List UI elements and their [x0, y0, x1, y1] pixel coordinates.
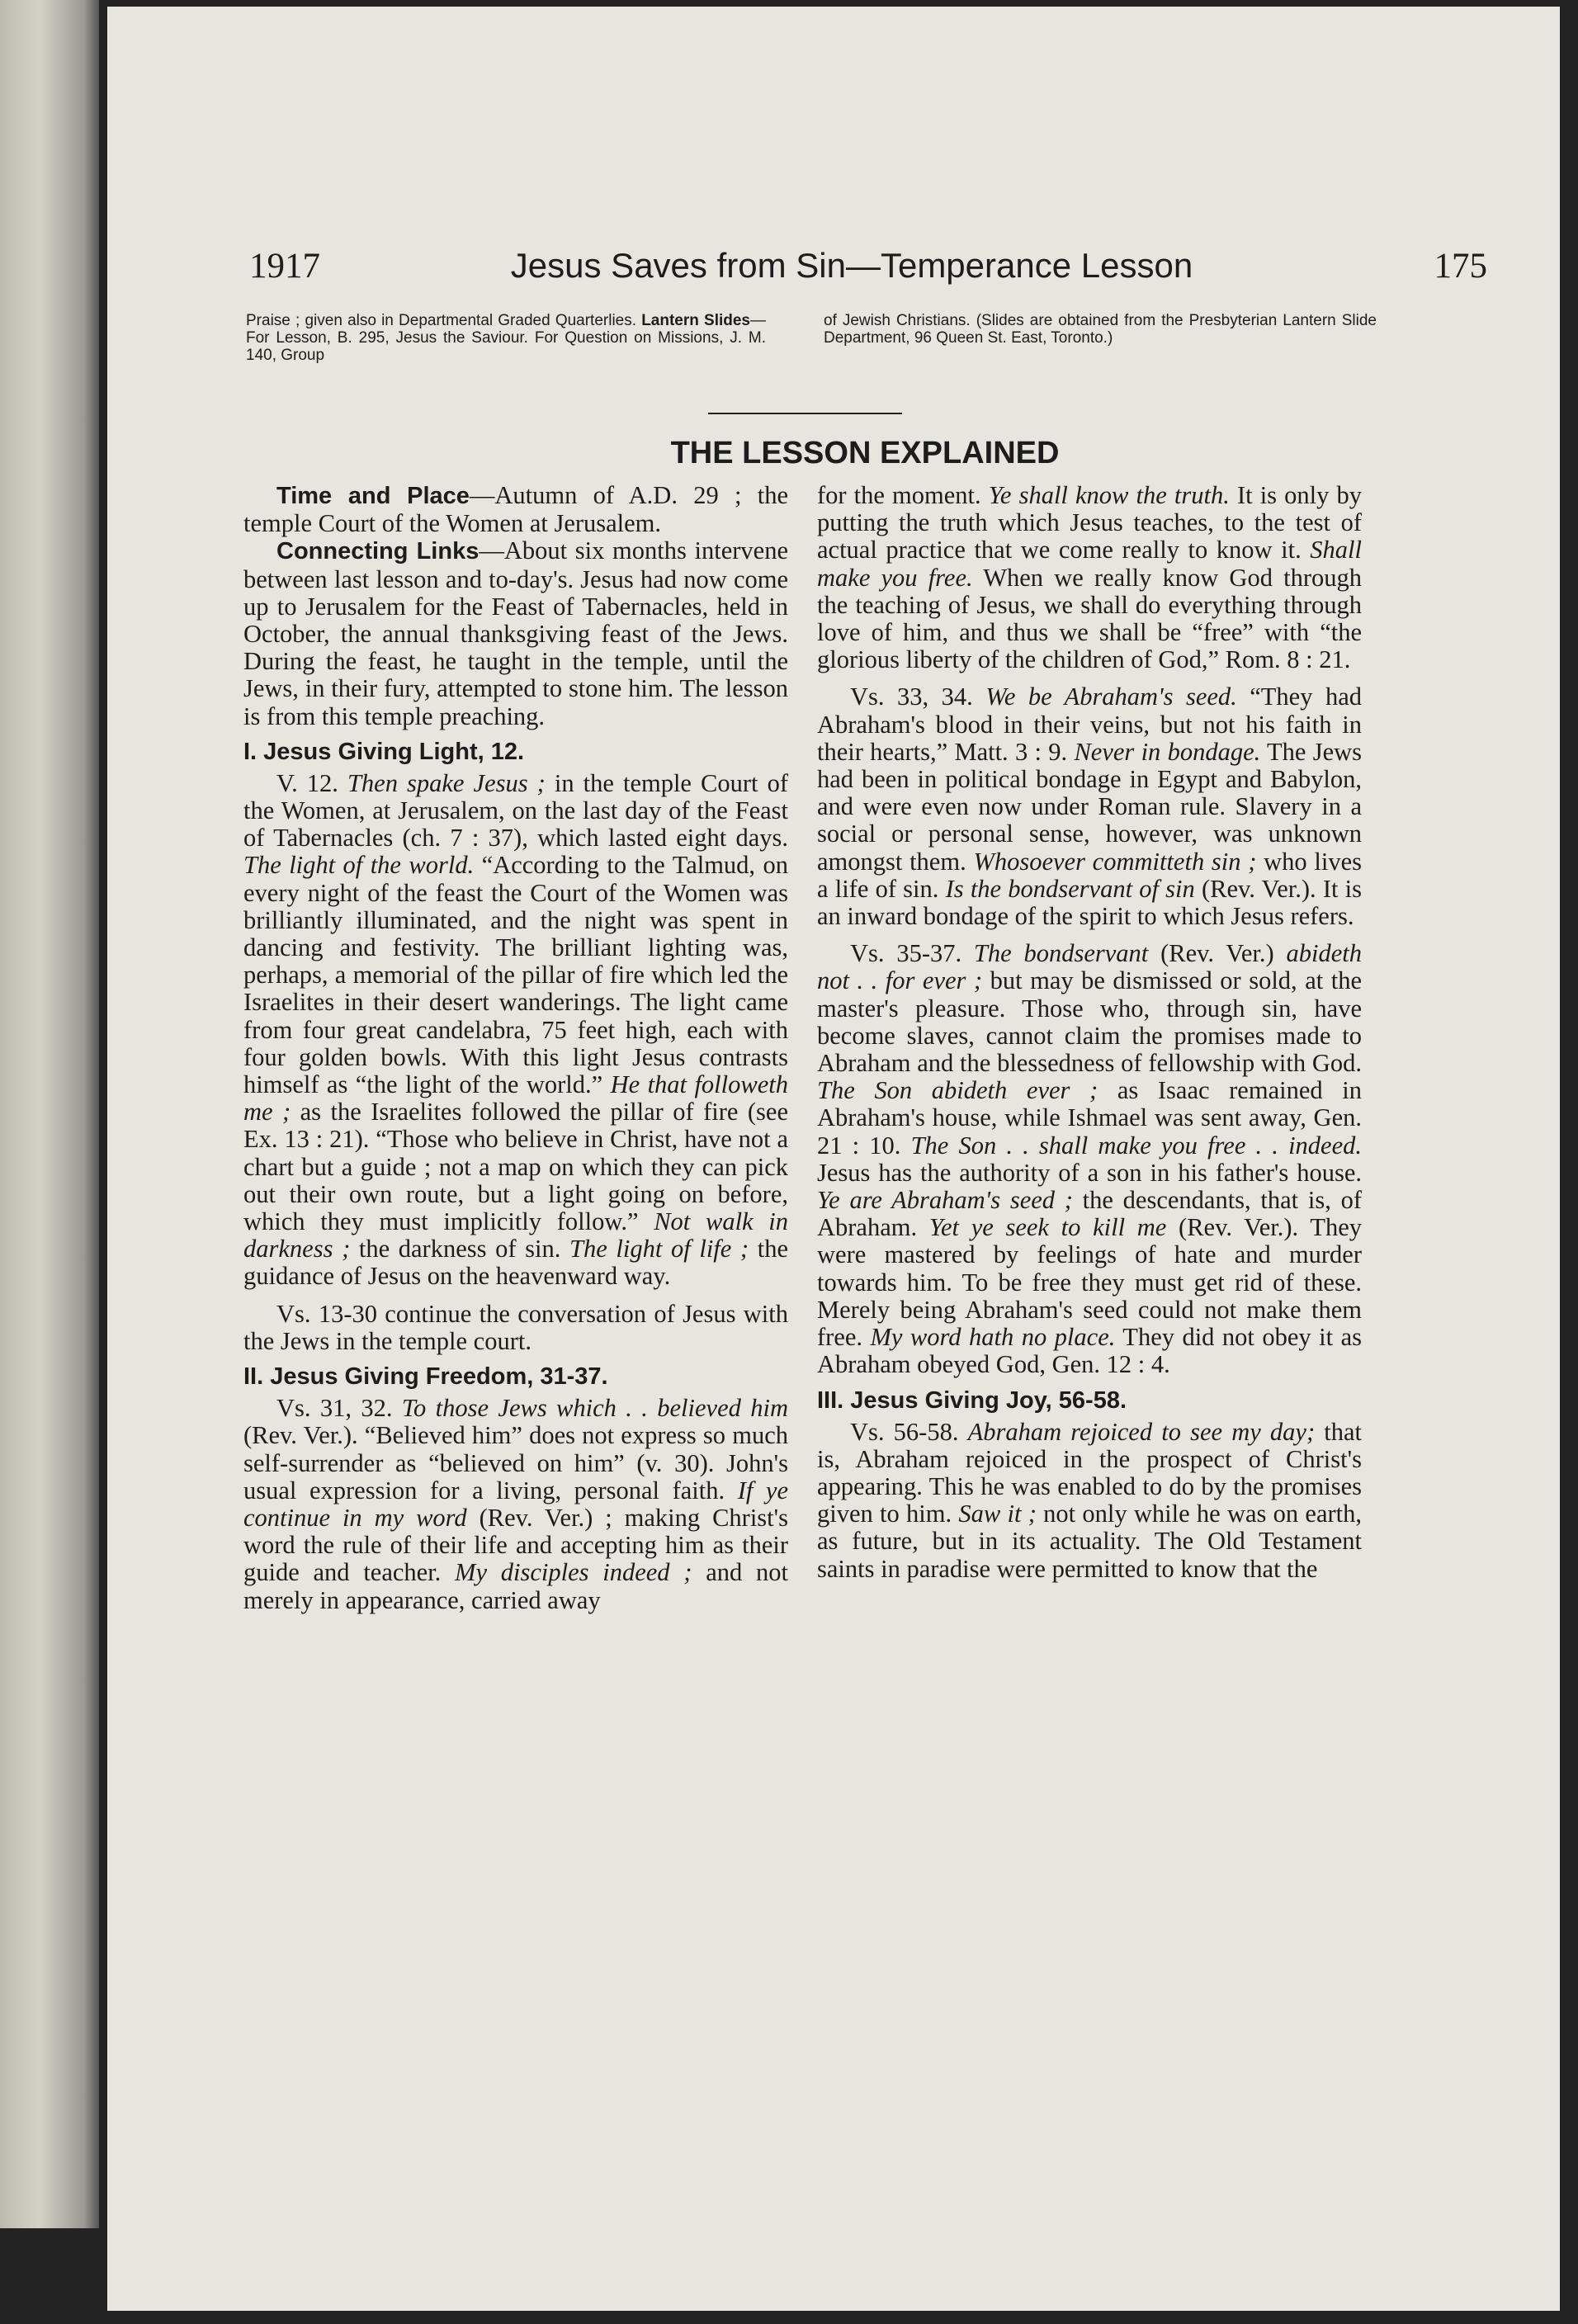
paragraph-vs33-34: Vs. 33, 34. We be Abraham's seed. “They had Abraham's blood in their veins, but not his faith in their hearts,” Matt. 3 : 9. Never in bondage. The Jews had been in political bondage in Egypt and Babylon, and were even now under Roman rule. Slavery in a social or personal sense, however, was unknown amongst them. Whosoever committeth sin ; who lives a life of sin. Is the bondservant of sin (Rev. Ver.). It is an inward bondage of the spirit to which Jesus refers.	[817, 683, 1363, 931]
paragraph-vs35-37: Vs. 35-37. The bondservant (Rev. Ver.) abideth not . . for ever ; but may be dismissed or sold, at the master's pleasure. Those who, through sin, have become slaves, cannot claim the promises made to Abraham and the blessedness of fellowship with God. The Son abideth ever ; as Isaac remained in Abraham's house, while Ishmael was sent away, Gen. 21 : 10. The Son . . shall make you free . . indeed. Jesus has the authority of a son in his father's house. Ye are Abraham's seed ; the descendants, that is, of Abraham. Yet ye seek to kill me (Rev. Ver.). They were mastered by feelings of hate and murder towards him. To be free they must get rid of these. Merely being Abraham's seed could not make them free. My word hath no place. They did not obey it as Abraham obeyed God, Gen. 12 : 4.	[817, 939, 1363, 1379]
paragraph-v12: V. 12. Then spake Jesus ; in the temple Court of the Women, at Jerusalem, on the last day of the Feast of Tabernacles (ch. 7 : 37), which lasted eight days. The light of the world. “According to the Talmud, on every night of the feast the Court of the Women was brilliantly illuminated, and the night was spent in dancing and festivity. The brilliant lighting was, perhaps, a memorial of the pillar of fire which led the Israelites in their desert wanderings. The light came from four great candelabra, 75 feet high, each with four golden bowls. With this light Jesus contrasts himself as “the light of the world.” He that followeth me ; as the Israelites followed the pillar of fire (see Ex. 13 : 21). “Those who believe in Christ, have not a chart but a guide ; not a map on which they can pick out their own route, but a light going on before, which they must implicitly follow.” Not walk in darkness ; the darkness of sin. The light of life ; the guidance of Jesus on the heavenward way.	[243, 768, 788, 1291]
notes-right: of Jewish Christians. (Slides are obtained from the Presbyterian Lantern Slide Department, 96 Queen St. East, Toronto.)	[824, 312, 1377, 347]
divider-rule	[708, 413, 902, 414]
time-and-place: Time and Place—Autumn of A.D. 29 ; the temple Court of the Women at Jerusalem.	[243, 481, 788, 538]
notes-lantern-text: —For Lesson, B. 295, Jesus the Saviour. For Question on Missions, J. M. 140, Group	[246, 312, 766, 364]
heading-jesus-giving-joy: III. Jesus Giving Joy, 56-58.	[817, 1386, 1127, 1414]
notes-left	[246, 312, 766, 364]
paragraph-vs31-32: Vs. 31, 32. To those Jews which . . believed him (Rev. Ver.). “Believed him” does not express so much self-surrender as “believed on him” (v. 30). John's usual expression for a living, personal faith. If ye continue in my word (Rev. Ver.) ; making Christ's word the rule of their life and accepting him as their guide and teacher. My disciples indeed ; and not merely in appearance, carried away	[243, 1394, 789, 1614]
paragraph-continued: for the moment. Ye shall know the truth. It is only by putting the truth which Jesus teaches, to the test of actual practice that we come really to know it. Shall make you free. When we really know God through the teaching of Jesus, we shall do everything through love of him, and thus we shall be “free” with “the glorious liberty of the children of God,” Rom. 8 : 21.	[817, 481, 1362, 674]
book-page	[107, 7, 1560, 2311]
left-page-edge	[0, 0, 99, 2228]
heading-jesus-giving-freedom: II. Jesus Giving Freedom, 31-37.	[243, 1363, 608, 1391]
left-column	[243, 482, 788, 1614]
paragraph-vs56-58: Vs. 56-58. Abraham rejoiced to see my day; that is, Abraham rejoiced in the prospect of Christ's appearing. This he was enabled to do by the promises given to him. Saw it ; not only while he was on earth, as future, but in its actuality. The Old Testament saints in paradise were permitted to know that the	[817, 1417, 1362, 1583]
right-column	[817, 482, 1362, 1583]
header-title: Jesus Saves from Sin—Temperance Lesson	[510, 246, 1193, 285]
notes-praise: Praise ; given also in Departmental Graded Quarterlies.	[246, 312, 637, 329]
heading-jesus-giving-light: I. Jesus Giving Light, 12.	[243, 738, 525, 765]
notes-lantern-label: Lantern Slides	[641, 312, 750, 329]
header-year: 1917	[249, 247, 320, 286]
lesson-notes	[246, 312, 1484, 386]
running-header	[249, 246, 1487, 304]
section-title: THE LESSON EXPLAINED	[670, 436, 1060, 470]
connecting-links: Connecting Links—About six months intervene between last lesson and to-day's. Jesus had now come up to Jerusalem for the Feast of Tabernacles, held in October, the annual thanksgiving feast of the Jews. During the feast, he taught in the temple, until the Jews, in their fury, attempted to stone him. The lesson is from this temple preaching.	[243, 536, 788, 730]
page-number: 175	[1434, 247, 1487, 286]
paragraph-vs13-30: Vs. 13-30 continue the conversation of Jesus with the Jews in the temple court.	[243, 1299, 788, 1355]
